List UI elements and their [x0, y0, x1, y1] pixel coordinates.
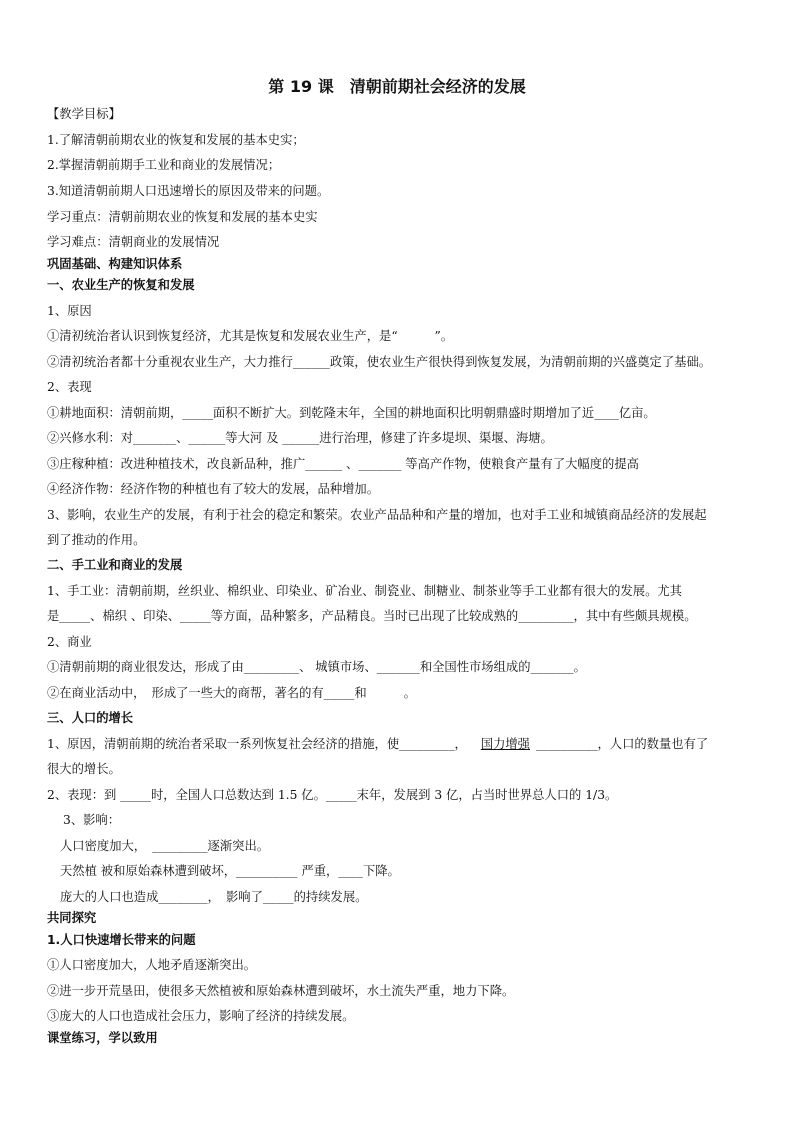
practice-heading: 课堂练习，学以致用 — [47, 1031, 158, 1045]
objectives-heading: 【教学目标】 — [47, 107, 121, 121]
agriculture-heading: 一、农业生产的恢复和发展 — [47, 278, 195, 292]
cause-label: 1、原因 — [47, 304, 92, 318]
objective-3: 3.知道清朝前期人口迅速增长的原因及带来的问题。 — [47, 184, 330, 198]
objective-2: 2.掌握清朝前期手工业和商业的发展情况； — [47, 158, 281, 172]
explore-heading: 共同探究 — [47, 911, 97, 925]
explore-item-3: ③庞大的人口也造成社会压力，影响了经济的持续发展。 — [47, 1009, 355, 1023]
population-impact-label: 3、影响： — [63, 813, 121, 827]
agri-cause-1: ①清初统治者认识到恢复经济，尤其是恢复和发展农业生产，是“ ”。 — [47, 329, 454, 343]
agri-perf-3: ③庄稼种植：改进种植技术，改良新品种，推广______ 、_______ 等高产作物，使粮食产量有了大幅度的提高 — [47, 457, 639, 471]
population-heading: 三、人口的增长 — [47, 711, 134, 725]
agri-impact-1: 3、影响，农业生产的发展，有利于社会的稳定和繁荣。农业产品品种和产量的增加，也对手工业和城镇商品经济的发展起 — [47, 508, 707, 522]
commerce-label: 2、商业 — [47, 635, 92, 649]
key-point: 学习重点：清朝前期农业的恢复和发展的基本史实 — [47, 210, 318, 224]
population-impact-2: 天然植 被和原始森林遭到破坏，__________ 严重，____下降。 — [60, 864, 400, 878]
performance-label: 2、表现 — [47, 380, 92, 394]
commerce-2: ②在商业活动中， 形成了一些大的商帮，著名的有_____和 。 — [47, 686, 416, 700]
agri-perf-2: ②兴修水利：对_______、______等大河 及 ______进行治理，修建了许多堤坝、渠堰、海塘。 — [47, 431, 553, 445]
explore-subheading: 1.人口快速增长带来的问题 — [47, 933, 196, 947]
agri-perf-4: ④经济作物：经济作物的种植也有了较大的发展，品种增加。 — [47, 482, 380, 496]
explore-item-2: ②进一步开荒垦田，使很多天然植被和原始森林遭到破坏，水土流失严重，地力下降。 — [47, 984, 515, 998]
population-cause-part-c: __________，人口的数量也有了 — [535, 737, 709, 751]
agri-perf-1: ①耕地面积：清朝前期，_____面积不断扩大。到乾隆末年，全国的耕地面积比明朝鼎盛时期增加了近____亿亩。 — [47, 406, 656, 420]
section-basics-heading: 巩固基础、构建知识体系 — [47, 257, 183, 271]
handicraft-1: 1、手工业：清朝前期，丝织业、棉织业、印染业、矿冶业、制瓷业、制糖业、制茶业等手工业都有很大的发展。尤其 — [47, 584, 682, 598]
commerce-1: ①清朝前期的商业很发达，形成了由_________、 城镇市场、_______和全国性市场组成的_______。 — [47, 660, 586, 674]
population-impact-1: 人口密度加大， _________逐渐突出。 — [60, 839, 270, 853]
population-cause-2: 很大的增长。 — [47, 762, 121, 776]
difficulty: 学习难点：清朝商业的发展情况 — [47, 235, 220, 249]
handicraft-commerce-heading: 二、手工业和商业的发展 — [47, 558, 183, 572]
handicraft-2: 是_____、棉织 、印染、_____等方面，品种繁多，产品精良。当时已出现了比较成熟的_________，其中有些颇具规模。 — [47, 609, 697, 623]
agri-cause-2: ②清初统治者都十分重视农业生产，大力推行______政策，使农业生产很快得到恢复发展，为清朝前期的兴盛奠定了基础。 — [47, 355, 712, 369]
objective-1: 1.了解清朝前期农业的恢复和发展的基本史实； — [47, 133, 305, 147]
population-performance: 2、表现：到 _____时，全国人口总数达到 1.5 亿。_____末年，发展到 3 亿，占当时世界总人口的 1/3。 — [47, 788, 618, 802]
population-cause-1 — [47, 736, 708, 752]
agri-impact-2: 到了推动的作用。 — [47, 533, 146, 547]
population-cause-part-b: 国力增强 — [480, 737, 530, 751]
population-cause-part-a: 1、原因，清朝前期的统治者采取一系列恢复社会经济的措施，使_________， — [47, 737, 467, 751]
page-title: 第 19 课 清朝前期社会经济的发展 — [268, 77, 526, 96]
population-impact-3: 庞大的人口也造成________， 影响了_____的持续发展。 — [60, 890, 368, 904]
explore-item-1: ①人口密度加大，人地矛盾逐渐突出。 — [47, 958, 257, 972]
